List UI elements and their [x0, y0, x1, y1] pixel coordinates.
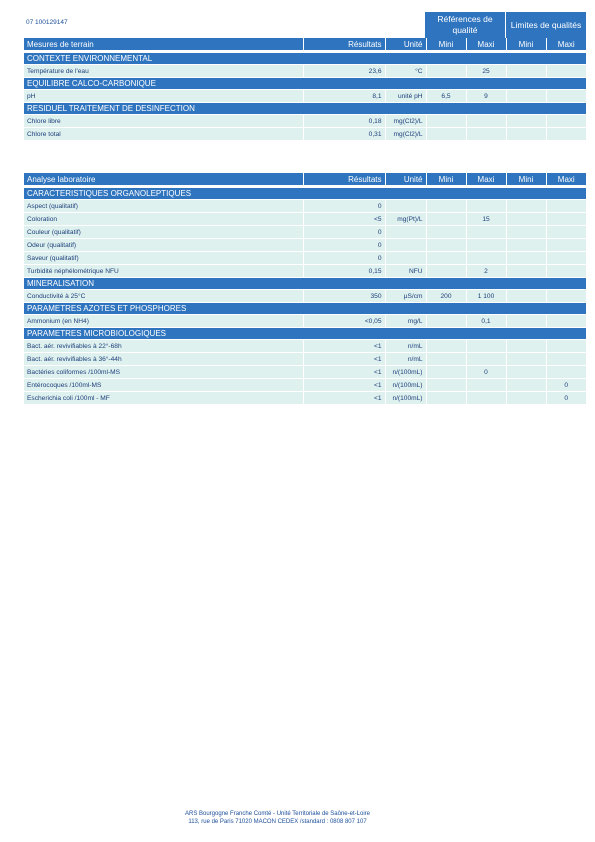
table-cell — [546, 353, 586, 366]
table-cell: 25 — [466, 65, 506, 78]
table-cell — [506, 379, 546, 392]
table-cell: <1 — [303, 392, 385, 405]
table-cell — [426, 265, 466, 278]
table-cell: mg(Cl2)/L — [385, 115, 426, 128]
table-cell — [546, 315, 586, 328]
table-cell — [546, 252, 586, 265]
table-cell — [426, 213, 466, 226]
table-cell: Aspect (qualitatif) — [24, 200, 303, 213]
table-row — [24, 128, 586, 141]
table-cell — [546, 265, 586, 278]
table-cell — [466, 392, 506, 405]
table-cell — [426, 340, 466, 353]
table-row — [24, 226, 586, 239]
table-cell: n/(100mL) — [385, 379, 426, 392]
table-cell: 200 — [426, 290, 466, 303]
table-cell — [506, 392, 546, 405]
table-cell — [426, 252, 466, 265]
table-cell: Coloration — [24, 213, 303, 226]
table-row — [24, 65, 586, 78]
table-cell — [466, 115, 506, 128]
table-cell — [426, 366, 466, 379]
table-cell — [466, 200, 506, 213]
table-cell: <1 — [303, 379, 385, 392]
section-title: CARACTERISTIQUES ORGANOLEPTIQUES — [24, 188, 586, 200]
table-cell — [546, 226, 586, 239]
section-title: EQUILIBRE CALCO-CARBONIQUE — [24, 78, 586, 90]
table-cell: 23,6 — [303, 65, 385, 78]
table-cell — [546, 340, 586, 353]
column-header: Maxi — [466, 173, 506, 186]
table-cell: 0 — [303, 226, 385, 239]
table-cell: 9 — [466, 90, 506, 103]
table-cell — [546, 366, 586, 379]
table-cell: Entérocoques /100ml-MS — [24, 379, 303, 392]
table-cell — [546, 65, 586, 78]
table-cell: Chlore total — [24, 128, 303, 141]
table-cell: mg/L — [385, 315, 426, 328]
table-row — [24, 392, 586, 405]
limits-label: Limites de qualités — [510, 19, 582, 30]
table-cell: °C — [385, 65, 426, 78]
table-cell — [546, 90, 586, 103]
table-cell: Turbidité néphélométrique NFU — [24, 265, 303, 278]
references-label: Références de qualité — [437, 14, 493, 35]
table-cell — [426, 239, 466, 252]
table-cell — [466, 128, 506, 141]
table-cell: 1 100 — [466, 290, 506, 303]
table-cell — [426, 200, 466, 213]
table-cell — [506, 252, 546, 265]
table-cell — [506, 115, 546, 128]
table-cell — [506, 340, 546, 353]
table-cell — [506, 128, 546, 141]
footer — [0, 810, 555, 826]
section-header-row — [24, 303, 586, 315]
table-cell: Escherichia coli /100ml - MF — [24, 392, 303, 405]
table-cell — [426, 115, 466, 128]
table-cell — [426, 65, 466, 78]
column-header: Maxi — [466, 38, 506, 51]
table-cell — [385, 200, 426, 213]
table-cell — [466, 252, 506, 265]
table-cell — [466, 239, 506, 252]
table-row — [24, 115, 586, 128]
table-cell: Chlore libre — [24, 115, 303, 128]
table-cell: Conductivité à 25°C — [24, 290, 303, 303]
table-cell — [385, 226, 426, 239]
table-cell: unité pH — [385, 90, 426, 103]
table-cell: Bactéries coliformes /100ml-MS — [24, 366, 303, 379]
table-cell — [426, 379, 466, 392]
table-cell: <1 — [303, 353, 385, 366]
table-cell: n/mL — [385, 353, 426, 366]
table-cell: 0 — [303, 239, 385, 252]
footer-line-1: ARS Bourgogne Franche Comté - Unité Territoriale de Saône-et-Loire — [185, 811, 370, 817]
table-row — [24, 290, 586, 303]
table-cell — [506, 265, 546, 278]
table-cell: µS/cm — [385, 290, 426, 303]
table-cell: 0 — [303, 252, 385, 265]
column-header: Maxi — [546, 173, 586, 186]
section-header-row — [24, 278, 586, 290]
table-cell: 2 — [466, 265, 506, 278]
table-cell: <5 — [303, 213, 385, 226]
table-cell — [466, 226, 506, 239]
table-cell — [506, 65, 546, 78]
column-header: Mini — [426, 38, 466, 51]
table-cell: Ammonium (en NH4) — [24, 315, 303, 328]
table-cell — [546, 128, 586, 141]
table-row — [24, 340, 586, 353]
sample-id: 07 100129147 — [26, 19, 68, 26]
table-cell: 350 — [303, 290, 385, 303]
table-cell — [466, 353, 506, 366]
table-cell: 0,31 — [303, 128, 385, 141]
table-cell: Odeur (qualitatif) — [24, 239, 303, 252]
column-header: Résultats — [303, 38, 385, 51]
table-cell — [426, 128, 466, 141]
table-cell — [506, 200, 546, 213]
table-row — [24, 265, 586, 278]
table-cell: <0,05 — [303, 315, 385, 328]
table-row — [24, 315, 586, 328]
table-cell: mg(Pt)/L — [385, 213, 426, 226]
column-header: Unité — [385, 173, 426, 186]
section-title: PARAMETRES AZOTES ET PHOSPHORES — [24, 303, 586, 315]
table-cell — [506, 315, 546, 328]
table-cell: NFU — [385, 265, 426, 278]
table-cell — [546, 115, 586, 128]
table-cell: n/mL — [385, 340, 426, 353]
table-cell: <1 — [303, 340, 385, 353]
table-row — [24, 353, 586, 366]
lab-analysis-table — [24, 173, 586, 405]
section-header-row — [24, 103, 586, 115]
section-header-row — [24, 328, 586, 340]
table-row — [24, 200, 586, 213]
section-title: MINERALISATION — [24, 278, 586, 290]
column-header: Unité — [385, 38, 426, 51]
table-cell: pH — [24, 90, 303, 103]
table-cell — [385, 239, 426, 252]
table-cell — [506, 353, 546, 366]
section-title: CONTEXTE ENVIRONNEMENTAL — [24, 53, 586, 65]
table-cell: mg(Cl2)/L — [385, 128, 426, 141]
table-header-row — [24, 38, 586, 51]
table-row — [24, 90, 586, 103]
table-cell: 0,15 — [303, 265, 385, 278]
column-header: Mini — [506, 173, 546, 186]
table-cell — [506, 366, 546, 379]
table-row — [24, 366, 586, 379]
table-cell — [506, 213, 546, 226]
table-cell — [506, 90, 546, 103]
table-cell: Température de l'eau — [24, 65, 303, 78]
table-cell — [506, 290, 546, 303]
table-cell — [546, 213, 586, 226]
table-cell: 15 — [466, 213, 506, 226]
column-header: Mesures de terrain — [24, 38, 303, 51]
table-row — [24, 239, 586, 252]
table-cell — [546, 200, 586, 213]
table-cell — [385, 252, 426, 265]
table-cell: Couleur (qualitatif) — [24, 226, 303, 239]
table-cell — [546, 290, 586, 303]
table-cell — [426, 315, 466, 328]
table-cell — [506, 239, 546, 252]
table-cell: n/(100mL) — [385, 392, 426, 405]
section-header-row — [24, 78, 586, 90]
table-header-row — [24, 173, 586, 186]
limits-header — [506, 12, 586, 38]
table-cell: 0 — [466, 366, 506, 379]
table-cell — [506, 226, 546, 239]
table-cell: Bact. aér. revivifiables à 36°-44h — [24, 353, 303, 366]
column-header: Résultats — [303, 173, 385, 186]
section-header-row — [24, 53, 586, 65]
table-cell: 6,5 — [426, 90, 466, 103]
table-cell: <1 — [303, 366, 385, 379]
table-cell: 0 — [546, 379, 586, 392]
table-cell: Saveur (qualitatif) — [24, 252, 303, 265]
table-row — [24, 213, 586, 226]
references-header — [425, 12, 505, 38]
table-cell — [426, 392, 466, 405]
section-title: PARAMETRES MICROBIOLOGIQUES — [24, 328, 586, 340]
table-cell: n/(100mL) — [385, 366, 426, 379]
table-row — [24, 379, 586, 392]
table-row — [24, 252, 586, 265]
table-cell — [466, 340, 506, 353]
footer-line-2: 113, rue de Paris 71020 MACON CEDEX /standard : 0808 807 107 — [188, 819, 367, 825]
table-cell: Bact. aér. revivifiables à 22°-68h — [24, 340, 303, 353]
section-header-row — [24, 188, 586, 200]
field-measurements-table — [24, 38, 586, 141]
section-title: RESIDUEL TRAITEMENT DE DESINFECTION — [24, 103, 586, 115]
table-cell — [546, 239, 586, 252]
column-header: Mini — [506, 38, 546, 51]
table-cell: 0 — [546, 392, 586, 405]
table-cell: 0 — [303, 200, 385, 213]
column-header: Mini — [426, 173, 466, 186]
column-header: Maxi — [546, 38, 586, 51]
table-cell: 8,1 — [303, 90, 385, 103]
table-cell: 0,18 — [303, 115, 385, 128]
column-header: Analyse laboratoire — [24, 173, 303, 186]
table-cell — [466, 379, 506, 392]
table-cell — [426, 226, 466, 239]
table-cell: 0,1 — [466, 315, 506, 328]
table-cell — [426, 353, 466, 366]
